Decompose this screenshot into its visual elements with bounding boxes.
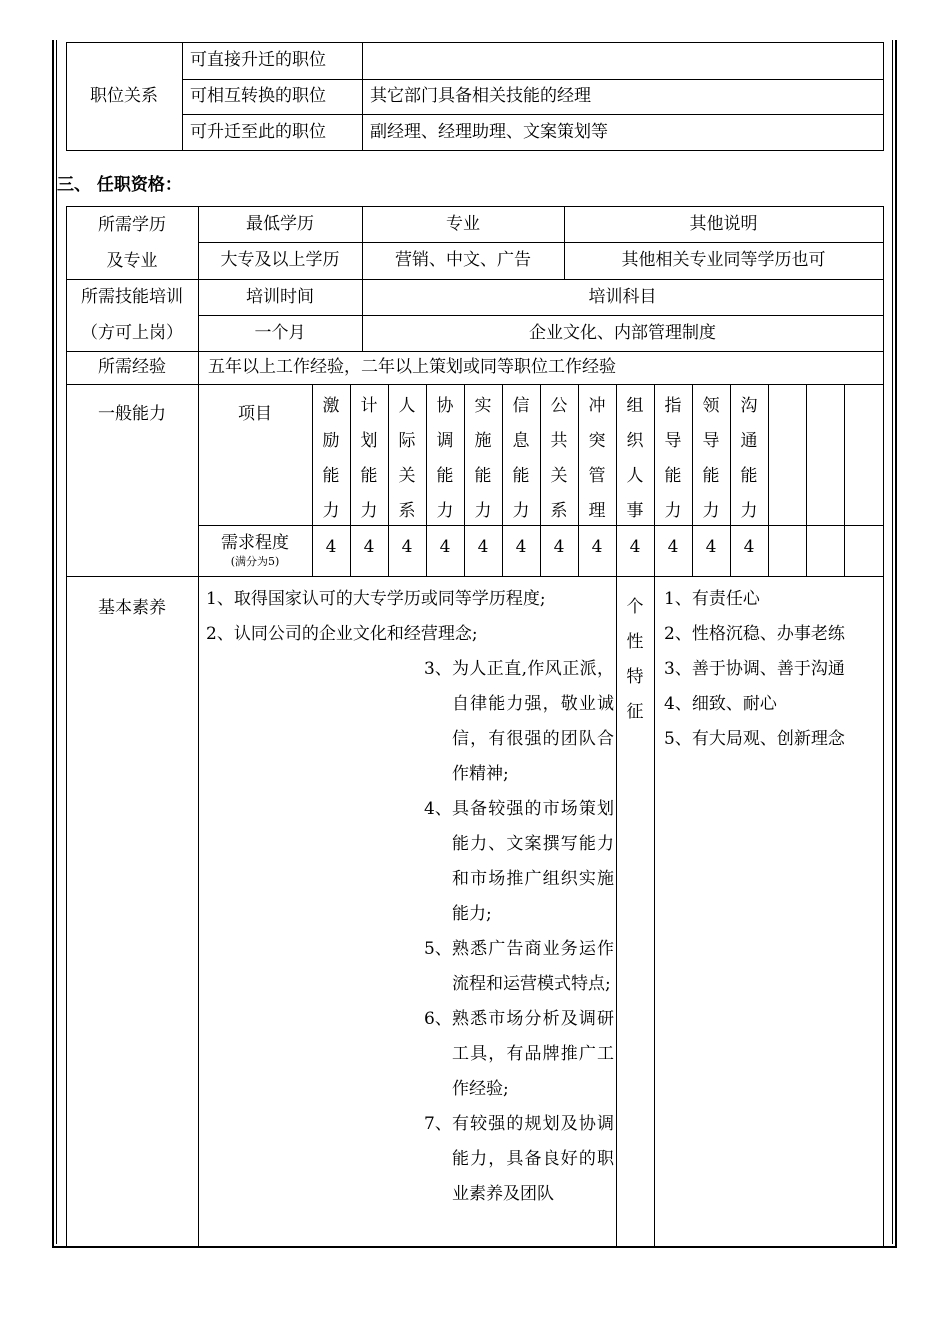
ability-item-char: 共 <box>550 431 568 451</box>
ability-item-char: 关 <box>550 466 568 486</box>
ability-item-char: 划 <box>360 431 378 451</box>
ability-level-14 <box>806 525 844 570</box>
ability-item-char: 关 <box>398 466 416 486</box>
ability-item-7 <box>540 389 578 529</box>
ability-level-header <box>198 525 312 576</box>
ability-item-char: 能 <box>360 466 378 486</box>
section-heading: 三、 任职资格： <box>57 175 182 195</box>
relation-label-promote-to: 可直接升迁的职位 <box>190 50 326 71</box>
ability-item-header: 项目 <box>238 403 272 424</box>
ability-item-char: 领 <box>702 396 720 416</box>
ability-item-char: 力 <box>474 501 492 521</box>
ability-item-char: 管 <box>588 466 606 486</box>
ability-item-char: 激 <box>322 396 340 416</box>
ability-level-4: 4 <box>439 537 451 558</box>
education-value-min: 大专及以上学历 <box>220 250 340 271</box>
ability-item-char: 力 <box>512 501 530 521</box>
basic-quality-item-number: 7、 <box>424 1114 452 1134</box>
education-header-major: 专业 <box>446 213 480 234</box>
basic-quality-label: 基本素养 <box>98 597 166 618</box>
personality-list <box>664 582 845 757</box>
personality-label-char: 征 <box>626 702 644 722</box>
ability-item-char: 力 <box>360 501 378 521</box>
ability-item-char: 调 <box>436 431 454 451</box>
education-header-min: 最低学历 <box>246 213 314 234</box>
basic-quality-item-text: 熟悉广告商业务运作流程和运营模式特点; <box>452 939 614 994</box>
ability-item-9 <box>616 389 654 529</box>
basic-quality-item-number: 3、 <box>424 659 452 679</box>
ability-item-char: 突 <box>588 431 606 451</box>
personality-item: 4、细致、耐心 <box>664 694 777 714</box>
ability-item-char: 沟 <box>740 396 758 416</box>
ability-item-char: 事 <box>626 501 644 521</box>
education-header-notes: 其他说明 <box>689 213 758 234</box>
ability-label: 一般能力 <box>98 403 166 424</box>
ability-level-7: 4 <box>553 537 565 558</box>
ability-item-char: 通 <box>740 431 758 451</box>
relation-value-transfer: 其它部门具备相关技能的经理 <box>370 86 591 107</box>
ability-item-char: 指 <box>664 396 682 416</box>
education-value-major: 营销、中文、广告 <box>395 250 531 271</box>
education-label-line2: 及专业 <box>106 250 158 271</box>
basic-quality-item <box>424 792 614 932</box>
basic-quality-item <box>424 1107 614 1212</box>
ability-item-4 <box>426 389 464 529</box>
basic-quality-item <box>424 1002 614 1107</box>
ability-item-char: 能 <box>322 466 340 486</box>
ability-item-char: 施 <box>474 431 492 451</box>
ability-level-13 <box>768 525 806 570</box>
ability-item-char: 信 <box>512 396 530 416</box>
ability-item-char: 能 <box>702 466 720 486</box>
ability-item-char: 息 <box>512 431 530 451</box>
ability-item-6 <box>502 389 540 529</box>
ability-item-char: 冲 <box>588 396 606 416</box>
basic-quality-item <box>424 932 614 1002</box>
personality-item: 2、性格沉稳、办事老练 <box>664 624 845 644</box>
ability-item-char: 力 <box>702 501 720 521</box>
ability-item-char: 公 <box>550 396 568 416</box>
personality-label-char: 性 <box>626 632 644 652</box>
ability-item-char: 力 <box>740 501 758 521</box>
ability-item-char: 导 <box>702 431 720 451</box>
personality-label-char: 个 <box>626 597 644 617</box>
ability-item-12 <box>730 389 768 529</box>
ability-item-char: 组 <box>626 396 644 416</box>
ability-item-3 <box>388 389 426 529</box>
ability-item-2 <box>350 389 388 529</box>
basic-quality-list <box>424 652 614 1212</box>
ability-item-1 <box>312 389 350 529</box>
training-value-subject: 企业文化、内部管理制度 <box>529 322 716 343</box>
education-label <box>66 206 198 279</box>
personality-label-char: 特 <box>626 667 644 687</box>
ability-item-8 <box>578 389 616 529</box>
ability-level-6: 4 <box>515 537 527 558</box>
ability-item-char: 能 <box>664 466 682 486</box>
ability-item-5 <box>464 389 502 529</box>
ability-item-11 <box>692 389 730 529</box>
basic-quality-item-number: 4、 <box>424 799 452 819</box>
ability-item-char: 实 <box>474 396 492 416</box>
ability-item-char: 系 <box>550 501 568 521</box>
ability-item-char: 力 <box>436 501 454 521</box>
ability-level-8: 4 <box>591 537 603 558</box>
ability-item-char: 力 <box>664 501 682 521</box>
basic-quality-item-number: 6、 <box>424 1009 452 1029</box>
ability-item-char: 人 <box>398 396 416 416</box>
ability-level-12: 4 <box>743 537 755 558</box>
ability-level-9: 4 <box>629 537 641 558</box>
personality-item: 3、善于协调、善于沟通 <box>664 659 845 679</box>
basic-quality-line2: 2、认同公司的企业文化和经营理念; <box>206 624 478 644</box>
training-header-time: 培训时间 <box>246 286 314 307</box>
ability-item-char: 能 <box>474 466 492 486</box>
ability-item-char: 理 <box>588 501 606 521</box>
ability-level-note: (满分为5) <box>230 554 280 568</box>
ability-level-15 <box>844 525 882 570</box>
ability-level-label: 需求程度 <box>221 532 289 553</box>
position-relation-label: 职位关系 <box>90 85 158 106</box>
relation-label-transfer: 可相互转换的职位 <box>190 86 326 107</box>
basic-quality-item-number: 5、 <box>424 939 452 959</box>
personality-label <box>616 590 654 730</box>
training-label-line2: （方可上岗） <box>81 323 183 343</box>
ability-item-char: 能 <box>512 466 530 486</box>
ability-item-char: 计 <box>360 396 378 416</box>
ability-item-char: 织 <box>626 431 644 451</box>
basic-quality-item-text: 为人正直,作风正派，自律能力强，敬业诚信，有很强的团队合作精神; <box>452 659 614 784</box>
ability-item-char: 际 <box>398 431 416 451</box>
education-value-notes: 其他相关专业同等学历也可 <box>621 250 826 271</box>
education-label-line1: 所需学历 <box>98 214 166 235</box>
ability-item-char: 协 <box>436 396 454 416</box>
basic-quality-item-text: 具备较强的市场策划能力、文案撰写能力和市场推广组织实施能力; <box>452 799 614 924</box>
ability-level-2: 4 <box>363 537 375 558</box>
experience-label: 所需经验 <box>98 357 166 378</box>
training-header-subject: 培训科目 <box>588 286 657 307</box>
personality-item: 1、有责任心 <box>664 589 760 609</box>
ability-level-11: 4 <box>705 537 717 558</box>
ability-item-char: 能 <box>436 466 454 486</box>
relation-value-promote-to <box>362 42 883 79</box>
ability-level-10: 4 <box>667 537 679 558</box>
relation-value-promote-from: 副经理、经理助理、文案策划等 <box>370 121 608 142</box>
relation-label-promote-from: 可升迁至此的职位 <box>190 121 326 142</box>
ability-level-1: 4 <box>325 537 337 558</box>
ability-item-char: 系 <box>398 501 416 521</box>
ability-item-char: 人 <box>626 466 644 486</box>
ability-level-5: 4 <box>477 537 489 558</box>
ability-level-3: 4 <box>401 537 413 558</box>
training-label <box>66 279 198 351</box>
basic-quality-line1: 1、取得国家认可的大专学历或同等学历程度; <box>206 589 546 609</box>
ability-item-char: 力 <box>322 501 340 521</box>
experience-value: 五年以上工作经验，二年以上策划或同等职位工作经验 <box>208 357 616 378</box>
ability-item-10 <box>654 389 692 529</box>
training-value-time: 一个月 <box>254 322 306 343</box>
ability-item-char: 导 <box>664 431 682 451</box>
basic-quality-item-text: 有较强的规划及协调能力，具备良好的职业素养及团队 <box>452 1114 614 1204</box>
basic-quality-item <box>424 652 614 792</box>
basic-quality-item-text: 熟悉市场分析及调研工具，有品牌推广工作经验; <box>452 1009 614 1099</box>
training-label-line1: 所需技能培训 <box>81 287 183 307</box>
ability-item-char: 励 <box>322 431 340 451</box>
ability-item-char: 能 <box>740 466 758 486</box>
personality-item: 5、有大局观、创新理念 <box>664 729 845 749</box>
